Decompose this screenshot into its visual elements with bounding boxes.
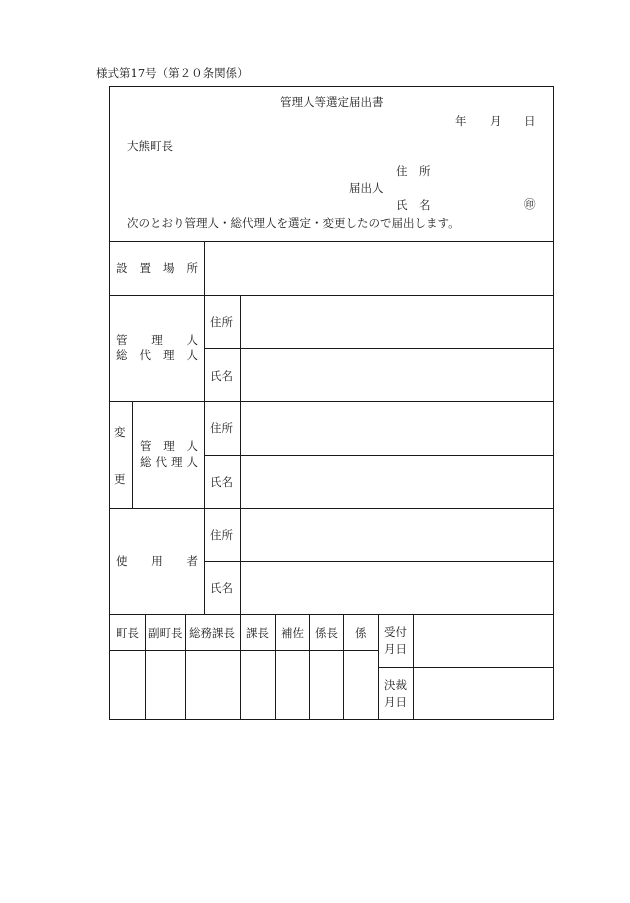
manager-address-label: 住所 — [210, 315, 233, 329]
statement: 次のとおり管理人・総代理人を選定・変更したので届出します。 — [127, 216, 460, 230]
seal-mark: ㊞ — [524, 197, 536, 211]
manager-label-line1: 管 理 人 — [116, 333, 198, 347]
frame-bottom — [109, 719, 554, 720]
frame-left — [109, 86, 110, 720]
rule-change-split — [204, 455, 554, 456]
received-date-label: 受付 月日 — [384, 625, 407, 656]
change-label-bottom: 更 — [114, 472, 126, 486]
approval-section-chief: 課長 — [246, 626, 269, 640]
rule-approval-col7 — [378, 614, 379, 720]
user-address-label: 住所 — [210, 528, 233, 542]
decision-date-label: 決裁 月日 — [384, 678, 407, 709]
manager-label-line2: 総 代 理 人 — [116, 348, 198, 362]
rule-change-inner — [132, 401, 133, 508]
approval-mayor: 町長 — [116, 626, 139, 640]
rule-approval-dates — [378, 667, 554, 668]
frame-top — [109, 86, 554, 87]
approval-subsection-chief: 係長 — [315, 626, 338, 640]
date-year: 年 — [455, 114, 467, 128]
form-number: 様式第17号（第２０条関係） — [96, 66, 249, 80]
rule-manager — [109, 401, 554, 402]
user-label: 使 用 者 — [116, 554, 198, 568]
rule-approval-header — [109, 650, 378, 651]
rule-approval-col5 — [309, 614, 310, 720]
applicant-notifier-label: 届出人 — [349, 181, 384, 195]
rule-change — [109, 508, 554, 509]
location-label: 設 置 場 所 — [116, 261, 198, 275]
change-manager-line2: 総 代 理 人 — [140, 455, 198, 469]
rule-approval-col3 — [240, 614, 241, 720]
change-name-label: 氏名 — [210, 475, 233, 489]
addressee: 大熊町長 — [127, 139, 173, 153]
approval-deputy-mayor: 副町長 — [148, 626, 183, 640]
rule-approval-col4 — [275, 614, 276, 720]
change-address-label: 住所 — [210, 421, 233, 435]
applicant-name-label: 氏 名 — [396, 198, 431, 212]
user-name-label: 氏名 — [210, 581, 233, 595]
change-label-top: 変 — [114, 425, 126, 439]
rule-approval-col8 — [413, 614, 414, 720]
date-month: 月 — [490, 114, 502, 128]
approval-general-affairs-chief: 総務課長 — [189, 626, 235, 640]
date-day: 日 — [524, 114, 536, 128]
rule-approval-col1 — [145, 614, 146, 720]
rule-user-split — [204, 561, 554, 562]
page-title: 管理人等選定届出書 — [280, 95, 384, 109]
rule-top-section — [109, 241, 554, 242]
approval-assistant: 補佐 — [281, 626, 304, 640]
manager-name-label: 氏名 — [210, 369, 233, 383]
rule-approval-col6 — [343, 614, 344, 720]
rule-location — [109, 295, 554, 296]
rule-label-column — [204, 241, 205, 615]
rule-field-column — [240, 295, 241, 615]
frame-right — [553, 86, 554, 720]
rule-manager-split — [204, 348, 554, 349]
applicant-address-label: 住 所 — [396, 164, 431, 178]
rule-approval-col2 — [185, 614, 186, 720]
approval-staff: 係 — [355, 626, 367, 640]
rule-user — [109, 614, 554, 615]
change-manager-line1: 管 理 人 — [140, 439, 198, 453]
